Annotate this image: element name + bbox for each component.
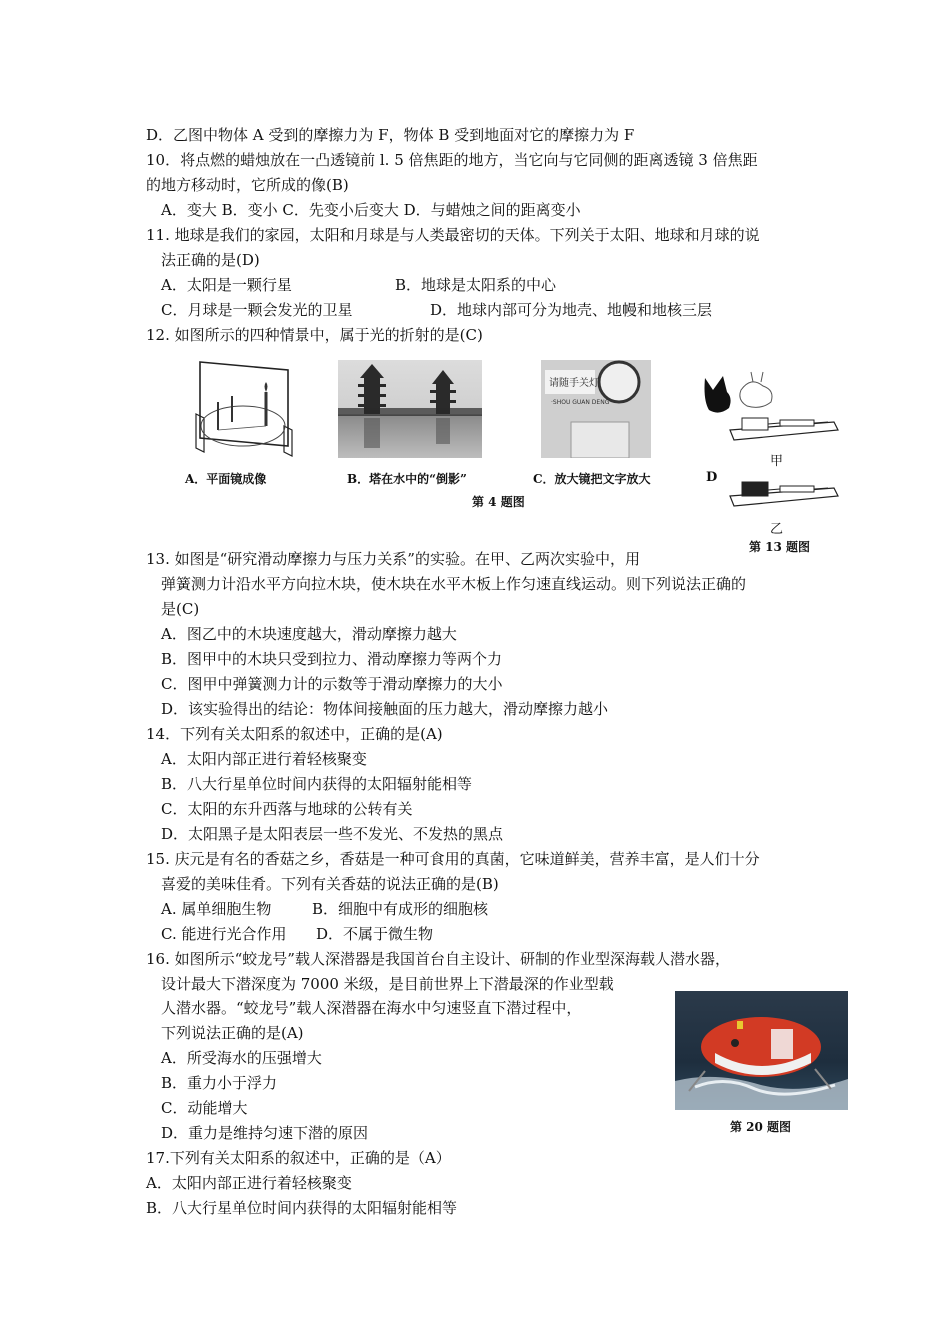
q12-caption-d: D bbox=[706, 470, 718, 485]
q15-stem-cont: 喜爱的美味佳肴。下列有关香菇的说法正确的是(B) bbox=[161, 875, 499, 893]
q15-option-d: D．不属于微生物 bbox=[316, 925, 434, 943]
q11-option-c: C．月球是一颗会发光的卫星 bbox=[161, 301, 353, 319]
q12-caption-b: B．塔在水中的“倒影” bbox=[347, 472, 467, 486]
q13-stem-cont: 弹簧测力计沿水平方向拉木块，使木块在水平木板上作匀速直线运动。则下列说法正确的 bbox=[161, 575, 747, 593]
q15-option-c: C. 能进行光合作用 bbox=[161, 925, 287, 943]
q14-option-c: C．太阳的东升西落与地球的公转有关 bbox=[161, 800, 413, 818]
q11-option-a: A．太阳是一颗行星 bbox=[161, 276, 292, 294]
friction-setup-jia bbox=[722, 408, 842, 448]
q11-option-d: D．地球内部可分为地壳、地幔和地核三层 bbox=[430, 301, 713, 319]
svg-text:·SHOU GUAN DENG: ·SHOU GUAN DENG bbox=[551, 399, 610, 406]
label-jia: 甲 bbox=[770, 454, 784, 469]
q16-option-b: B．重力小于浮力 bbox=[161, 1074, 278, 1092]
q12-caption-c: C．放大镜把文字放大 bbox=[533, 472, 651, 486]
q9-option-d: D．乙图中物体 A 受到的摩擦力为 F，物体 B 受到地面对它的摩擦力为 F bbox=[146, 126, 635, 144]
q11-stem-cont: 法正确的是(D) bbox=[161, 251, 260, 269]
q16-figure-caption: 第 20 题图 bbox=[730, 1120, 792, 1134]
q16-stem-cont2: 人潜水器。“蛟龙号”载人深潜器在海水中匀速竖直下潜过程中， bbox=[161, 999, 582, 1017]
q17-stem: 17.下列有关太阳系的叙述中，正确的是（A） bbox=[146, 1149, 451, 1167]
q14-option-a: A．太阳内部正进行着轻核聚变 bbox=[161, 750, 367, 768]
q17-option-b: B．八大行星单位时间内获得的太阳辐射能相等 bbox=[146, 1199, 458, 1217]
q17-option-a: A．太阳内部正进行着轻核聚变 bbox=[146, 1174, 352, 1192]
q15-stem: 15. 庆元是有名的香菇之乡，香菇是一种可食用的真菌，它味道鲜美，营养丰富，是人们十分 bbox=[146, 850, 760, 868]
submersible-photo bbox=[675, 991, 848, 1110]
q12-figure-caption: 第 4 题图 bbox=[472, 495, 525, 509]
q16-stem-cont: 设计最大下潜深度为 7000 米级，是目前世界上下潜最深的作业型载 bbox=[161, 975, 614, 993]
q16-option-c: C．动能增大 bbox=[161, 1099, 248, 1117]
q15-option-b: B．细胞中有成形的细胞核 bbox=[312, 900, 489, 918]
magnifier-photo bbox=[541, 360, 651, 458]
label-yi: 乙 bbox=[770, 522, 784, 537]
q11-stem: 11. 地球是我们的家园，太阳和月球是与人类最密切的天体。下列关于太阳、地球和月球的说 bbox=[146, 226, 760, 244]
friction-setup-yi bbox=[722, 474, 842, 514]
q16-option-a: A．所受海水的压强增大 bbox=[161, 1049, 322, 1067]
q13-stem-cont2: 是(C) bbox=[161, 600, 200, 618]
q12-caption-a: A．平面镜成像 bbox=[185, 472, 267, 486]
q13-figure-caption: 第 13 题图 bbox=[749, 540, 811, 554]
q11-option-b: B．地球是太阳系的中心 bbox=[395, 276, 557, 294]
q13-stem: 13. 如图是“研究滑动摩擦力与压力关系”的实验。在甲、乙两次实验中，用 bbox=[146, 550, 640, 568]
q14-stem: 14．下列有关太阳系的叙述中，正确的是(A) bbox=[146, 725, 443, 743]
q14-option-b: B．八大行星单位时间内获得的太阳辐射能相等 bbox=[161, 775, 473, 793]
q10-options: A．变大 B．变小 C．先变小后变大 D．与蜡烛之间的距离变小 bbox=[161, 201, 581, 219]
q10-stem: 10．将点燃的蜡烛放在一凸透镜前 l. 5 倍焦距的地方，当它向与它同侧的距离透镜 3 倍焦距 bbox=[146, 151, 758, 169]
q13-option-b: B．图甲中的木块只受到拉力、滑动摩擦力等两个力 bbox=[161, 650, 503, 668]
q16-stem: 16. 如图所示“蛟龙号”载人深潜器是我国首台自主设计、研制的作业型深海载人潜水器， bbox=[146, 950, 730, 968]
q16-option-d: D．重力是维持匀速下潜的原因 bbox=[161, 1124, 369, 1142]
q15-option-a: A. 属单细胞生物 bbox=[161, 900, 272, 918]
q14-option-d: D．太阳黑子是太阳表层一些不发光、不发热的黑点 bbox=[161, 825, 504, 843]
q13-option-d: D．该实验得出的结论：物体间接触面的压力越大，滑动摩擦力越小 bbox=[161, 700, 609, 718]
plane-mirror-figure bbox=[188, 356, 308, 460]
q16-stem-cont3: 下列说法正确的是(A) bbox=[161, 1024, 304, 1042]
pagoda-photo bbox=[338, 360, 482, 458]
q12-stem: 12. 如图所示的四种情景中，属于光的折射的是(C) bbox=[146, 326, 483, 344]
q10-stem-cont: 的地方移动时，它所成的像(B) bbox=[146, 176, 349, 194]
q13-option-c: C．图甲中弹簧测力计的示数等于滑动摩擦力的大小 bbox=[161, 675, 503, 693]
q13-option-a: A．图乙中的木块速度越大，滑动摩擦力越大 bbox=[161, 625, 457, 643]
sign-text: 请随手关灯 bbox=[549, 378, 599, 389]
